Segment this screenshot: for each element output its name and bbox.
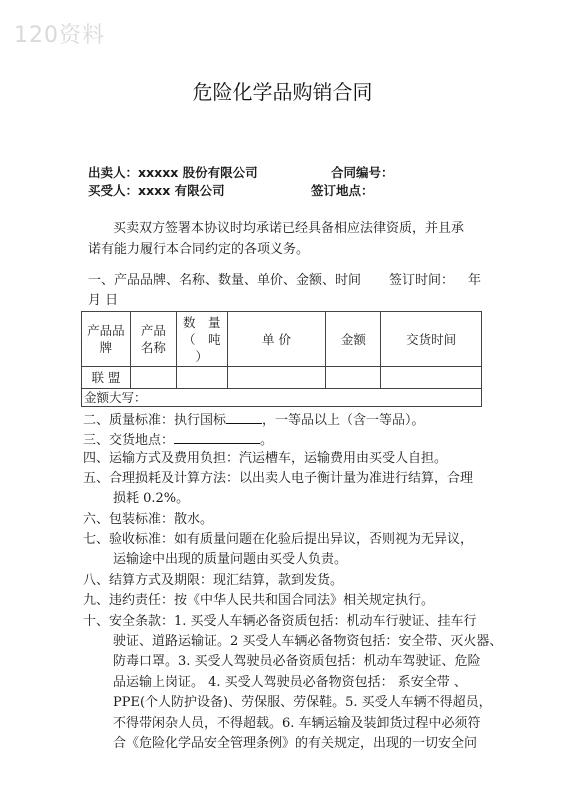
header-name-line: 名称 — [140, 340, 166, 355]
header-brand-line: 产品品 — [87, 323, 125, 338]
header-qty-line: 数 量 — [182, 314, 221, 330]
section-3-text-end: 。 — [260, 433, 274, 448]
page-title: 危险化学品购销合同 — [192, 80, 373, 104]
section-10-line-1: 十、安全条款：1. 买受人车辆必备资质包括：机动车行驶证、挂车行 — [83, 614, 477, 629]
section-5-line-1: 五、合理损耗及计算方法：以出卖人电子衡计量为准进行结算，合理 — [83, 471, 474, 486]
blank-underline — [174, 429, 260, 444]
section-1-title: 一、产品品牌、名称、数量、单价、金额、时间 — [88, 273, 362, 288]
intro-line-2: 诺有能力履行本合同约定的各项义务。 — [88, 242, 310, 257]
cell-name — [130, 367, 176, 389]
header-qty-line: （ 吨 — [182, 331, 221, 347]
section-4: 四、运输方式及费用负担：汽运槽车，运输费用由买受人自担。 — [83, 451, 448, 466]
header-name-line: 产品 — [140, 323, 166, 338]
section-10-line-5: PPE(个人防护设备)、劳保服、劳保鞋。5. 买受人车辆不得超员， — [113, 695, 492, 710]
header-amount: 金额 — [326, 312, 381, 367]
header-brand — [82, 312, 131, 367]
header-qty-line: ） — [195, 348, 208, 364]
sign-time-month-day: 月 日 — [88, 293, 119, 308]
buyer-label: 买受人：xxxx 有限公司 — [88, 183, 225, 198]
section-10-line-3: 防毒口罩。3. 买受人驾驶员必备资质包括：机动车驾驶证、危险 — [113, 654, 481, 669]
header-delivery-time: 交货时间 — [381, 312, 482, 367]
section-2-text-end: ，一等品以上（含一等品）。 — [262, 413, 425, 428]
watermark: 120资料 — [14, 23, 105, 48]
goods-table — [81, 311, 482, 389]
amount-in-words-label: 金额大写： — [84, 390, 147, 405]
sign-time-label: 签订时间： — [389, 273, 455, 288]
table-header-row — [82, 312, 482, 367]
cell-brand: 联 盟 — [82, 367, 131, 389]
section-6: 六、包装标准：散水。 — [83, 512, 214, 527]
section-7-line-1: 七、验收标准：如有质量问题在化验后提出异议，否则视为无异议， — [83, 532, 474, 547]
section-7-line-2: 运输途中出现的质量问题由买受人负责。 — [113, 552, 348, 567]
cell-delivery-time — [381, 367, 482, 389]
section-2 — [83, 409, 425, 431]
header-price: 单 价 — [227, 312, 326, 367]
sign-place-label: 签订地点： — [311, 183, 374, 198]
section-10-line-4: 品运输上岗证。 4. 买受人驾驶员必备物资包括： 系安全带 、 — [113, 675, 467, 690]
intro-line-1: 买卖双方签署本协议时均承诺已经具备相应法律资质，并且承 — [113, 221, 465, 236]
sign-time-year: 年 — [468, 273, 482, 288]
cell-amount — [326, 367, 381, 389]
seller-label: 出卖人：xxxxx 股份有限公司 — [88, 165, 258, 180]
header-name — [130, 312, 176, 367]
section-8: 八、结算方式及期限：现汇结算，款到发货。 — [83, 573, 344, 588]
section-10-line-6: 不得带闲杂人员，不得超载。6. 车辆运输及装卸货过程中必须符 — [113, 716, 481, 731]
section-3 — [83, 429, 273, 451]
cell-price — [227, 367, 326, 389]
cell-quantity — [176, 367, 227, 389]
table-row — [82, 367, 482, 389]
amount-in-words-row — [81, 389, 482, 407]
section-10-line-7: 合《危险化学品安全管理条例》的有关规定，出现的一切安全问 — [113, 736, 478, 751]
contract-no-label: 合同编号： — [331, 165, 394, 180]
header-brand-line: 牌 — [99, 340, 113, 355]
blank-underline — [226, 409, 262, 424]
section-9: 九、违约责任：按《中华人民共和国合同法》相关规定执行。 — [83, 593, 435, 608]
section-10-line-2: 驶证、道路运输证。2 买受人车辆必备物资包括：安全带、灭火器、 — [113, 634, 503, 649]
section-5-line-2: 损耗 0.2%。 — [113, 491, 190, 506]
header-quantity — [176, 312, 227, 367]
section-2-text: 二、质量标准：执行国标 — [83, 413, 227, 428]
section-3-text: 三、交货地点： — [83, 433, 175, 448]
